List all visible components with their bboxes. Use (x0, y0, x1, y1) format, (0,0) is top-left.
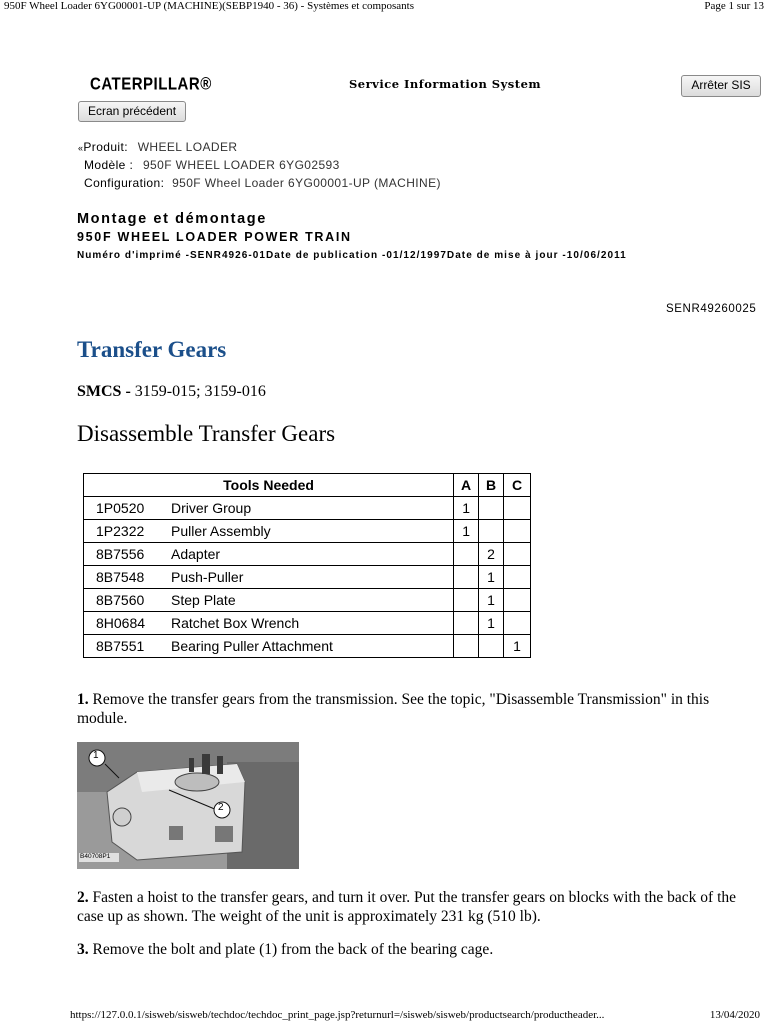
quantity-b: 2 (479, 543, 504, 566)
quantity-a (454, 543, 479, 566)
quantity-c: 1 (504, 635, 531, 658)
quantity-b: 1 (479, 589, 504, 612)
configuration-value: 950F Wheel Loader 6YG00001-UP (MACHINE) (172, 176, 441, 190)
quantity-c (504, 589, 531, 612)
table-row (84, 635, 531, 658)
model-value: 950F WHEEL LOADER 6YG02593 (142, 158, 340, 172)
section-heading: Montage et démontage (77, 211, 267, 227)
part-number: 1P2322 (96, 523, 145, 539)
print-header-page: Page 1 sur 13 (704, 0, 764, 12)
print-info: Numéro d'imprimé -SENR4926-01Date de publication -01/12/1997Date de mise à jour -10/06/2011 (77, 250, 627, 261)
smcs-codes: 3159-015; 3159-016 (134, 383, 266, 400)
callout-2: 2 (218, 802, 224, 813)
tool-description: Ratchet Box Wrench (171, 615, 300, 631)
print-header-title: 950F Wheel Loader 6YG00001-UP (MACHINE)(SEBP1940 - 36) - Systèmes et composants (4, 0, 415, 12)
table-row (84, 589, 531, 612)
quantity-a (454, 589, 479, 612)
product-link[interactable]: WHEEL LOADER (137, 140, 238, 154)
figure-code: B40708P1 (80, 853, 111, 860)
tool-description: Push-Puller (171, 569, 244, 585)
tool-description: Bearing Puller Attachment (171, 638, 333, 654)
system-title: Service Information System (349, 77, 542, 91)
tool-cell (84, 635, 454, 658)
part-number: 8B7551 (96, 638, 145, 654)
step-text: Remove the transfer gears from the transmission. See the topic, "Disassemble Transmission" in this module. (77, 691, 710, 727)
part-number: 8B7556 (96, 546, 145, 562)
tool-cell (84, 612, 454, 635)
procedure-title: Disassemble Transfer Gears (77, 421, 336, 446)
model-label: Modèle : (84, 158, 134, 172)
tool-cell (84, 520, 454, 543)
smcs-label: SMCS - (77, 383, 131, 400)
quantity-a: 1 (454, 497, 479, 520)
stop-sis-button[interactable]: Arrêter SIS (681, 75, 761, 97)
product-label: Produit: (83, 140, 128, 154)
quantity-b (479, 497, 504, 520)
table-row (84, 520, 531, 543)
step-1 (77, 690, 757, 728)
article-title: Transfer Gears (77, 337, 227, 362)
quantity-c (504, 497, 531, 520)
quantity-b (479, 635, 504, 658)
tools-table (83, 473, 531, 658)
quantity-a (454, 635, 479, 658)
column-b-header: B (479, 474, 504, 497)
step-2 (77, 888, 762, 926)
tool-cell (84, 566, 454, 589)
transfer-gears-illustration (77, 742, 299, 869)
tool-description: Step Plate (171, 592, 236, 608)
quantity-b: 1 (479, 612, 504, 635)
caterpillar-logo: CATERPILLAR® (90, 74, 212, 95)
quantity-a (454, 612, 479, 635)
table-row (84, 612, 531, 635)
part-number: 1P0520 (96, 500, 145, 516)
tool-description: Puller Assembly (171, 523, 271, 539)
tool-cell (84, 543, 454, 566)
configuration-row (84, 176, 441, 190)
step-text: Fasten a hoist to the transfer gears, and turn it over. Put the transfer gears on blocks with the back of the case up as shown. The weight of the unit is approximately 231 kg (510 lb). (77, 889, 737, 925)
quantity-a (454, 566, 479, 589)
quantity-c (504, 566, 531, 589)
callout-1: 1 (93, 750, 99, 761)
step-number: 3. (77, 941, 89, 958)
section-subheading: 950F WHEEL LOADER POWER TRAIN (77, 230, 352, 244)
configuration-label: Configuration: (84, 176, 165, 190)
previous-screen-button[interactable]: Ecran précédent (78, 101, 186, 122)
tool-description: Driver Group (171, 500, 252, 516)
table-row (84, 543, 531, 566)
part-number: 8B7548 (96, 569, 145, 585)
smcs-line (77, 383, 266, 401)
part-number: 8H0684 (96, 615, 146, 631)
tools-header: Tools Needed (84, 474, 454, 497)
part-number: 8B7560 (96, 592, 145, 608)
step-text: Remove the bolt and plate (1) from the back of the bearing cage. (92, 941, 494, 958)
step-number: 2. (77, 889, 89, 906)
step-number: 1. (77, 691, 89, 708)
tool-description: Adapter (171, 546, 221, 562)
table-row (84, 497, 531, 520)
step-3 (77, 940, 757, 959)
quantity-c (504, 543, 531, 566)
footer-date: 13/04/2020 (709, 1009, 760, 1021)
column-c-header: C (504, 474, 531, 497)
quantity-a: 1 (454, 520, 479, 543)
tool-cell (84, 589, 454, 612)
model-row (84, 158, 340, 172)
quantity-c (504, 612, 531, 635)
transfer-gears-photo (77, 742, 299, 869)
column-a-header: A (454, 474, 479, 497)
footer-url: https://127.0.0.1/sisweb/sisweb/techdoc/techdoc_print_page.jsp?returnurl=/sisweb/sisweb/productsearch/productheader... (70, 1009, 605, 1021)
tool-cell (84, 497, 454, 520)
quantity-c (504, 520, 531, 543)
quantity-b (479, 520, 504, 543)
product-row (78, 140, 237, 154)
table-row (84, 566, 531, 589)
back-arrow-icon[interactable]: « (78, 143, 84, 153)
document-reference: SENR49260025 (666, 303, 757, 315)
quantity-b: 1 (479, 566, 504, 589)
